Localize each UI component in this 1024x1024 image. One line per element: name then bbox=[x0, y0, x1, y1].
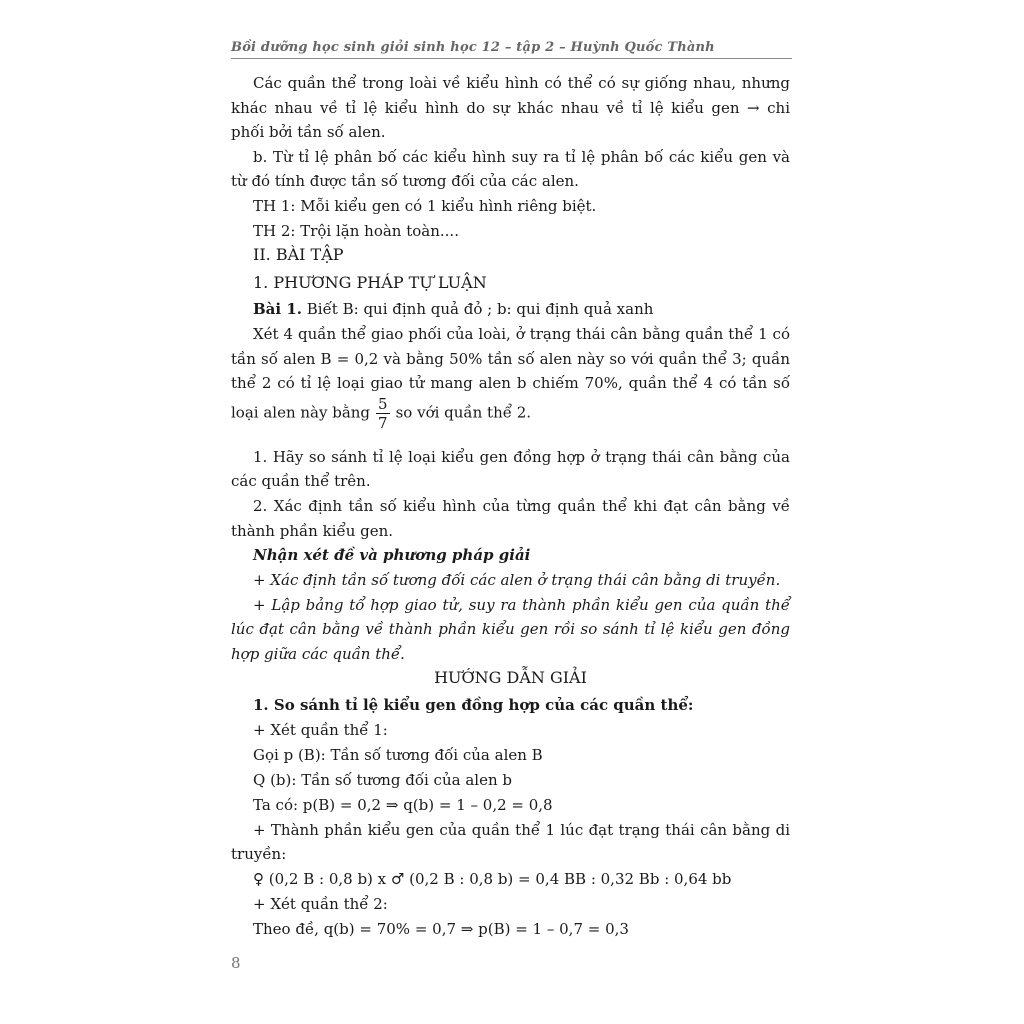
solution-line: + Xét quần thể 2: bbox=[253, 895, 388, 913]
solution-line: Gọi p (B): Tần số tương đối của alen B bbox=[253, 746, 543, 764]
paragraph-line: phối bởi tần số alen. bbox=[231, 123, 386, 141]
solution-subheading: 1. So sánh tỉ lệ kiểu gen đồng hợp của các quần thể: bbox=[253, 696, 694, 714]
paragraph-line: khác nhau về tỉ lệ kiểu hình do sự khác nhau về tỉ lệ kiểu gen → chi bbox=[231, 99, 790, 117]
paragraph-text: loại alen này bằng bbox=[231, 403, 371, 422]
remarks-line: + Lập bảng tổ hợp giao tử, suy ra thành phần kiểu gen của quần thể bbox=[253, 596, 790, 614]
remarks-line: lúc đạt cân bằng về thành phần kiểu gen rồi so sánh tỉ lệ kiểu gen đồng bbox=[231, 620, 790, 638]
remarks-line: hợp giữa các quần thể. bbox=[231, 645, 405, 663]
remarks-heading: Nhận xét đề và phương pháp giải bbox=[253, 546, 531, 564]
paragraph-line: các quần thể trên. bbox=[231, 472, 371, 490]
paragraph-line: Các quần thể trong loài về kiểu hình có thể có sự giống nhau, nhưng bbox=[253, 74, 790, 92]
section-heading: II. BÀI TẬP bbox=[253, 245, 344, 264]
remarks-line: + Xác định tần số tương đối các alen ở trạng thái cân bằng di truyền. bbox=[253, 571, 781, 589]
header-rule bbox=[231, 58, 792, 59]
fraction-numerator: 5 bbox=[378, 395, 388, 413]
solution-heading: HƯỚNG DẪN GIẢI bbox=[434, 668, 587, 687]
solution-line: + Xét quần thể 1: bbox=[253, 721, 388, 739]
paragraph-line: 2. Xác định tần số kiểu hình của từng quần thể khi đạt cân bằng về bbox=[253, 497, 790, 515]
paragraph-line: Xét 4 quần thể giao phối của loài, ở trạng thái cân bằng quần thể 1 có bbox=[253, 325, 790, 343]
fraction-denominator: 7 bbox=[378, 414, 388, 432]
solution-line: Ta có: p(B) = 0,2 ⇒ q(b) = 1 – 0,2 = 0,8 bbox=[253, 796, 553, 814]
paragraph-line: thành phần kiểu gen. bbox=[231, 522, 394, 540]
exercise-line bbox=[253, 299, 653, 319]
page-number: 8 bbox=[231, 954, 241, 972]
exercise-text: Biết B: qui định quả đỏ ; b: qui định quả xanh bbox=[301, 300, 654, 318]
paragraph-line: thể 2 có tỉ lệ loại giao tử mang alen b chiếm 70%, quần thể 4 có tần số bbox=[231, 374, 790, 392]
solution-line: Q (b): Tần số tương đối của alen b bbox=[253, 771, 512, 789]
solution-line: + Thành phần kiểu gen của quần thể 1 lúc đạt trạng thái cân bằng di bbox=[253, 821, 790, 839]
subsection-heading: 1. PHƯƠNG PHÁP TỰ LUẬN bbox=[253, 273, 487, 292]
fraction-line bbox=[231, 395, 531, 432]
paragraph-line: tần số alen B = 0,2 và bằng 50% tần số alen này so với quần thể 3; quần bbox=[231, 350, 790, 368]
solution-line: truyền: bbox=[231, 845, 287, 863]
exercise-label: Bài 1. bbox=[253, 300, 302, 318]
paragraph-line: 1. Hãy so sánh tỉ lệ loại kiểu gen đồng hợp ở trạng thái cân bằng của bbox=[253, 448, 790, 466]
paragraph-line: TH 2: Trội lặn hoàn toàn.... bbox=[253, 222, 459, 240]
paragraph-line: TH 1: Mỗi kiểu gen có 1 kiểu hình riêng biệt. bbox=[253, 197, 597, 215]
solution-line: Theo đề, q(b) = 70% = 0,7 ⇒ p(B) = 1 – 0,7 = 0,3 bbox=[253, 920, 629, 938]
fraction bbox=[376, 395, 390, 432]
solution-equation: ♀ (0,2 B : 0,8 b) x ♂ (0,2 B : 0,8 b) = 0,4 BB : 0,32 Bb : 0,64 bb bbox=[253, 870, 732, 888]
running-header: Bồi dưỡng học sinh giỏi sinh học 12 – tập 2 – Huỳnh Quốc Thành bbox=[231, 40, 715, 55]
paragraph-line: b. Từ tỉ lệ phân bố các kiểu hình suy ra tỉ lệ phân bố các kiểu gen và bbox=[253, 148, 790, 166]
paragraph-line: từ đó tính được tần số tương đối của các alen. bbox=[231, 172, 579, 190]
paragraph-text: so với quần thể 2. bbox=[395, 403, 532, 422]
